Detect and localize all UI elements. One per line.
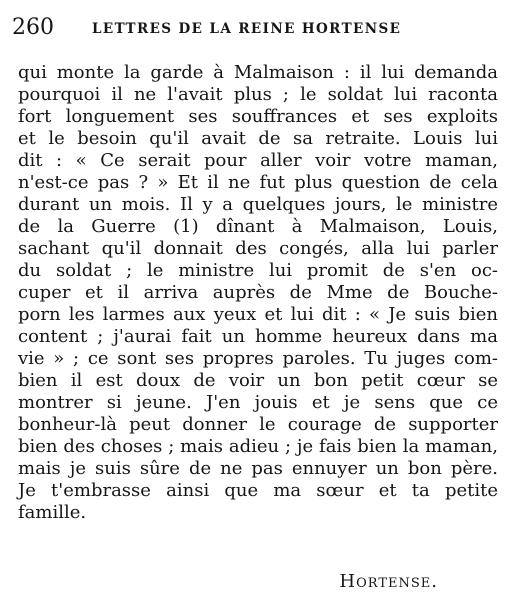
page-number: 260 (12, 15, 54, 40)
text-line: de la Guerre (1) dînant à Malmaison, Louis, (18, 216, 498, 237)
text-line: famille. (18, 502, 87, 523)
text-line: content ; j'aurai fait un homme heureux dans ma (18, 326, 498, 347)
text-line: n'est-ce pas ? » Et il ne fut plus question de cela (18, 172, 498, 193)
text-line: montrer si jeune. J'en jouis et je sens que ce (18, 392, 498, 413)
text-line: bien il est doux de voir un bon petit cœur se (18, 370, 498, 391)
text-line: cuper et il arriva auprès de Mme de Bouche- (18, 282, 498, 303)
text-line: mais je suis sûre de ne pas ennuyer un bon père. (18, 458, 498, 479)
letter-body (18, 62, 498, 524)
signature: Hortense. (339, 571, 438, 592)
text-line: bonheur-là peut donner le courage de supporter (18, 414, 498, 435)
text-line: vie » ; ce sont ses propres paroles. Tu juges com- (18, 348, 498, 369)
text-line: pourquoi il ne l'avait plus ; le soldat lui raconta (18, 84, 498, 105)
text-line: sachant qu'il donnait des congés, alla lui parler (18, 238, 498, 259)
text-line: durant un mois. Il y a quelques jours, le ministre (18, 194, 498, 215)
text-line: du soldat ; le ministre lui promit de s'en oc- (18, 260, 498, 281)
text-line: fort longuement ses souffrances et ses exploits (18, 106, 498, 127)
text-line: Je t'embrasse ainsi que ma sœur et ta petite (18, 480, 498, 501)
text-line: dit : « Ce serait pour aller voir votre maman, (18, 150, 498, 171)
text-line: bien des choses ; mais adieu ; je fais bien la maman, (18, 436, 498, 457)
text-line: et le besoin qu'il avait de sa retraite. Louis lui (18, 128, 498, 149)
running-title: LETTRES DE LA REINE HORTENSE (92, 21, 402, 37)
text-line: porn les larmes aux yeux et lui dit : « Je suis bien (18, 304, 498, 325)
text-line: qui monte la garde à Malmaison : il lui demanda (18, 62, 498, 83)
